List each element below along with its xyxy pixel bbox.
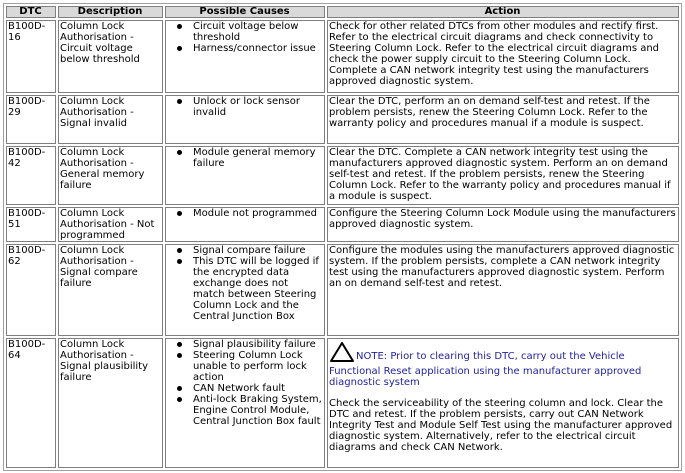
dtc-code: B100D-42 bbox=[6, 146, 56, 205]
cause-item: Circuit voltage below threshold bbox=[167, 21, 322, 43]
table-row bbox=[6, 207, 679, 242]
cause-item: Anti-lock Braking System, Engine Control Module, Central Junction Box fault bbox=[167, 394, 322, 427]
cause-item: Harness/connector issue bbox=[167, 43, 322, 54]
note-block bbox=[329, 341, 676, 388]
cause-item: Steering Column Lock unable to perform lock action bbox=[167, 350, 322, 383]
possible-causes bbox=[165, 207, 325, 242]
table-row bbox=[6, 20, 679, 93]
header-description: Description bbox=[58, 6, 163, 18]
possible-causes bbox=[165, 244, 325, 336]
dtc-code: B100D-64 bbox=[6, 338, 56, 468]
header-causes: Possible Causes bbox=[165, 6, 325, 18]
cause-item: CAN Network fault bbox=[167, 383, 322, 394]
header-action: Action bbox=[327, 6, 679, 18]
note-text: NOTE: Prior to clearing this DTC, carry out the Vehicle Functional Reset application using the manufacturer approved diagnostic system bbox=[329, 351, 642, 388]
cause-item: This DTC will be logged if the encrypted data exchange does not match between Steering Column Lock and the Central Junction Box bbox=[167, 256, 322, 322]
possible-causes bbox=[165, 20, 325, 93]
dtc-code: B100D-62 bbox=[6, 244, 56, 336]
dtc-description: Column Lock Authorisation - Signal plausibility failure bbox=[58, 338, 163, 468]
header-dtc: DTC bbox=[6, 6, 56, 18]
possible-causes bbox=[165, 338, 325, 468]
cause-item: Module general memory failure bbox=[167, 147, 322, 169]
cause-item: Signal plausibility failure bbox=[167, 339, 322, 350]
dtc-description: Column Lock Authorisation - Circuit voltage below threshold bbox=[58, 20, 163, 93]
action-cell bbox=[327, 338, 679, 468]
action-text: Configure the modules using the manufacturers approved diagnostic system. If the problem persists, complete a CAN network integrity test using the manufacturers approved diagnostic system. Perform an on demand self-test and retest. bbox=[327, 244, 679, 336]
table-row bbox=[6, 244, 679, 336]
dtc-table-container bbox=[3, 3, 682, 471]
dtc-table bbox=[3, 3, 682, 471]
warning-triangle-icon bbox=[329, 341, 355, 366]
dtc-description: Column Lock Authorisation - General memory failure bbox=[58, 146, 163, 205]
header-row bbox=[6, 6, 679, 18]
cause-item: Unlock or lock sensor invalid bbox=[167, 96, 322, 118]
dtc-code: B100D-29 bbox=[6, 95, 56, 144]
cause-item: Module not programmed bbox=[167, 208, 322, 219]
dtc-description: Column Lock Authorisation - Not programmed bbox=[58, 207, 163, 242]
action-text: Clear the DTC, perform an on demand self-test and retest. If the problem persists, renew the Steering Column Lock. Refer to the warranty policy and procedures manual if a module is suspect. bbox=[327, 95, 679, 144]
action-text: Configure the Steering Column Lock Module using the manufacturers approved diagnostic system. bbox=[327, 207, 679, 242]
dtc-description: Column Lock Authorisation - Signal compare failure bbox=[58, 244, 163, 336]
action-text: Check for other related DTCs from other modules and rectify first. Refer to the electrical circuit diagrams and check connectivity to Steering Column Lock. Refer to the electrical circuit diagrams and check the power supply circuit to the Steering Column Lock. Complete a CAN network integrity test using the manufacturers approved diagnostic system. bbox=[327, 20, 679, 93]
dtc-code: B100D-51 bbox=[6, 207, 56, 242]
table-row bbox=[6, 95, 679, 144]
action-text: Clear the DTC. Complete a CAN network integrity test using the manufacturers approved diagnostic system. Perform an on demand self-test and retest. If the problem persists, renew the Steering Column Lock. Refer to the warranty policy and procedures manual if a module is suspect. bbox=[327, 146, 679, 205]
dtc-code: B100D-16 bbox=[6, 20, 56, 93]
dtc-description: Column Lock Authorisation - Signal invalid bbox=[58, 95, 163, 144]
table-row bbox=[6, 338, 679, 468]
table-row bbox=[6, 146, 679, 205]
action-text: Check the serviceability of the steering column and lock. Clear the DTC and retest. If the problem persists, carry out CAN Network Integrity Test and Module Self Test using the manufacturer approved diagnostic system. Alternatively, refer to the electrical circuit diagrams and check CAN Network. bbox=[329, 398, 673, 453]
cause-item: Signal compare failure bbox=[167, 245, 322, 256]
possible-causes bbox=[165, 146, 325, 205]
possible-causes bbox=[165, 95, 325, 144]
